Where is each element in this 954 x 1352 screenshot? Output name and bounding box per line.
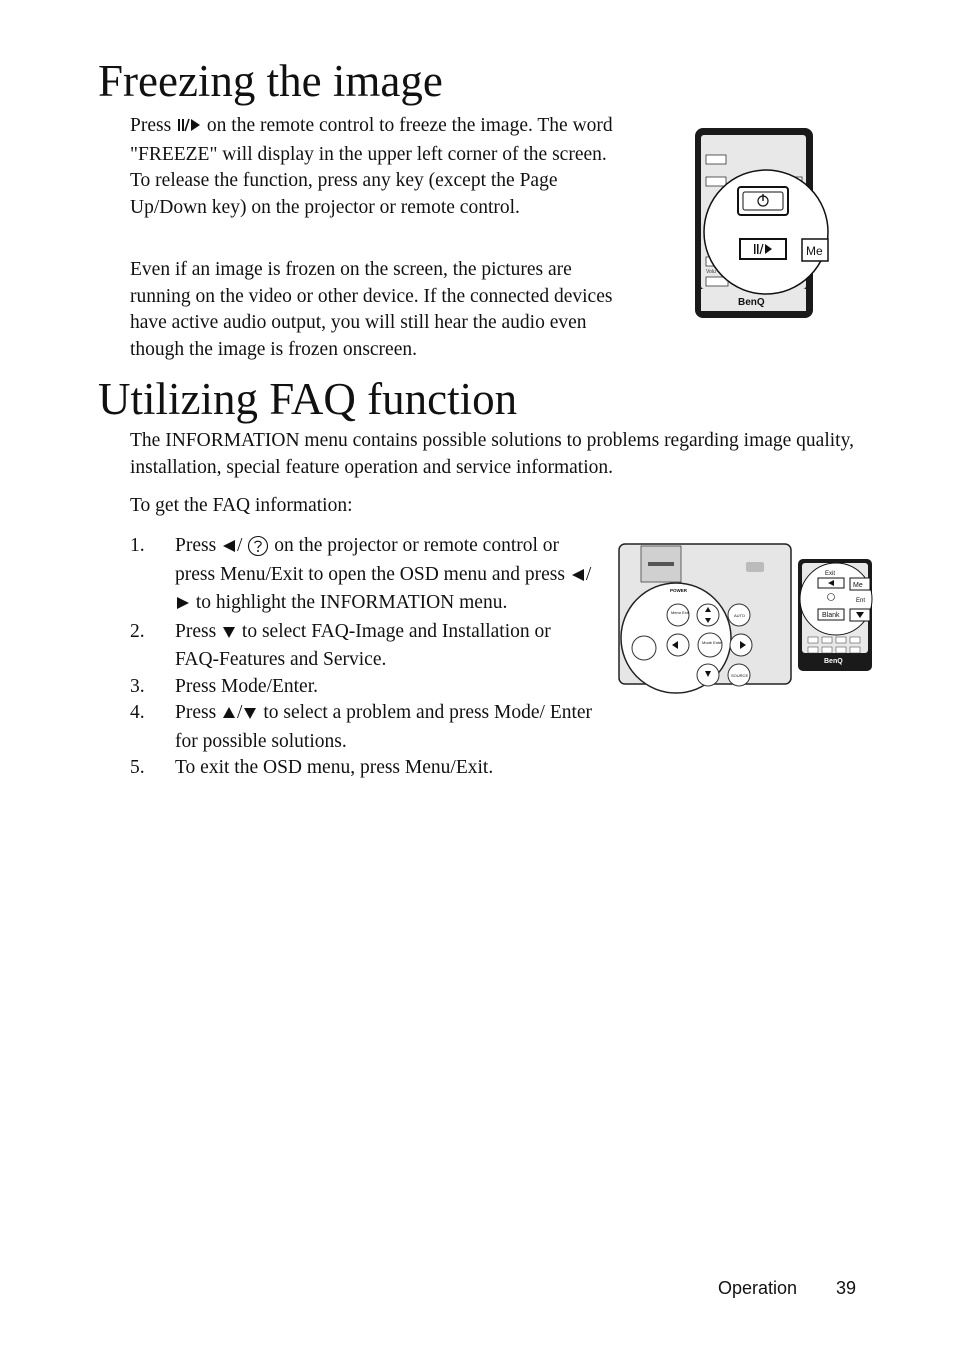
list-item: 2. Press to select FAQ-Image and Installation or FAQ-Features and Service.	[130, 620, 551, 670]
section-title-faq: Utilizing FAQ function	[98, 374, 518, 424]
blank-label: Blank	[822, 612, 840, 619]
menu-exit-keyword: Menu/Exit	[219, 563, 304, 585]
remote-control-illustration	[694, 127, 823, 321]
right-arrow-icon	[175, 592, 191, 619]
down-arrow-icon	[242, 702, 258, 729]
faq-image-keyword: FAQ-Image and Installation	[311, 620, 530, 642]
menu-partial-label: Me	[853, 582, 863, 589]
left-arrow-icon	[570, 564, 586, 591]
page-number: 39	[836, 1278, 857, 1298]
faq-features-keyword: FAQ-Features and Service	[175, 649, 382, 670]
benq-logo: BenQ	[824, 658, 843, 665]
up-arrow-icon	[221, 702, 237, 729]
mode-enter-keyword: Mode/ Enter	[494, 702, 593, 723]
page-up-down-keyword: Page Up/Down	[130, 170, 558, 218]
freeze-keyword: FREEZE	[137, 143, 210, 165]
auto-label: AUTO	[734, 613, 746, 618]
footer-section: Operation	[718, 1278, 798, 1298]
menu-exit-label: Menu Exit	[671, 610, 689, 615]
power-label: POWER	[670, 588, 688, 593]
list-item: 5. To exit the OSD menu, press Menu/Exit.	[130, 757, 494, 778]
menu-exit-keyword: Menu/Exit	[404, 757, 489, 778]
remote-menu-label: Me	[806, 244, 823, 258]
exit-label: Exit	[825, 571, 836, 577]
get-faq-paragraph: To get the FAQ information:	[130, 495, 353, 516]
mode-enter-keyword: Mode/Enter	[221, 675, 314, 697]
down-arrow-icon	[221, 621, 237, 648]
volume-label: Volu	[706, 269, 716, 275]
freeze-paragraph: Press on the remote control to freeze the image. The word "FREEZE" will display in the upper left corner of the screen. To release the function, press any key (except the Page Up/Down key) on the projector or remote control.	[130, 115, 613, 218]
list-item: 1. Press / on the projector or remote control or press Menu/Exit to open the OSD menu and press / to highlight the INFORMATION menu.	[130, 533, 595, 619]
list-item: 3. Press Mode/Enter.	[130, 675, 318, 697]
faq-steps-list	[130, 533, 595, 782]
help-question-icon	[247, 535, 269, 562]
projector-panel-illustration	[616, 540, 794, 690]
source-label: SOURCE	[731, 673, 749, 678]
information-keyword: INFORMATION	[319, 592, 455, 613]
left-arrow-icon	[221, 535, 237, 562]
information-keyword: INFORMATION	[165, 430, 300, 451]
remote-faq-illustration	[796, 557, 874, 673]
frozen-audio-paragraph: Even if an image is frozen on the screen, the pictures are running on the video or other device. If the connected devices have active audio output, you will still hear the audio even though the image is frozen onscreen.	[130, 259, 613, 360]
section-title-freezing: Freezing the image	[98, 56, 443, 106]
pause-play-icon	[176, 115, 202, 142]
faq-intro-paragraph: The INFORMATION menu contains possible solutions to problems regarding image quality, installation, special feature operation and service information.	[130, 430, 854, 478]
list-item: 4. Press / to select a problem and press Mode/ Enter for possible solutions.	[130, 702, 593, 752]
mode-enter-label: Mode Enter	[702, 640, 723, 645]
benq-logo: BenQ	[738, 297, 765, 308]
enter-partial-label: Ent	[856, 598, 866, 604]
